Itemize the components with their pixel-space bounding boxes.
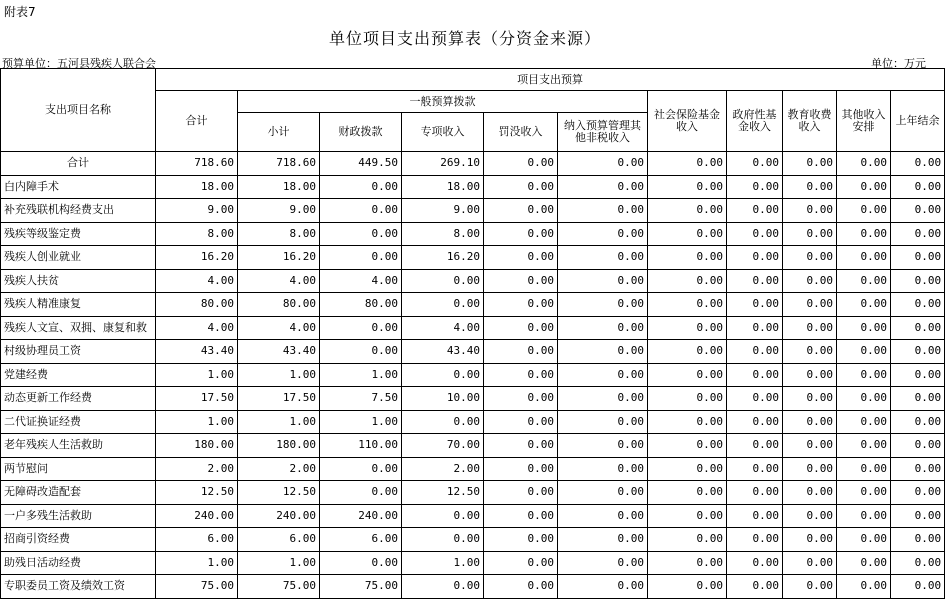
table-row bbox=[1, 363, 945, 387]
header-total: 合计 bbox=[156, 91, 238, 152]
row-item-name: 村级协理员工资 bbox=[1, 340, 156, 364]
row-value-cell: 1.00 bbox=[238, 410, 320, 434]
row-value-cell: 0.00 bbox=[727, 575, 783, 599]
row-value-cell: 0.00 bbox=[783, 575, 837, 599]
row-value-cell: 2.00 bbox=[238, 457, 320, 481]
row-value-cell: 0.00 bbox=[837, 175, 891, 199]
row-value-cell: 180.00 bbox=[238, 434, 320, 458]
row-value-cell: 0.00 bbox=[891, 152, 945, 176]
row-value-cell: 718.60 bbox=[156, 152, 238, 176]
row-value-cell: 17.50 bbox=[156, 387, 238, 411]
row-value-cell: 0.00 bbox=[484, 434, 558, 458]
row-item-name: 残疾等级鉴定费 bbox=[1, 222, 156, 246]
header-gov-fund: 政府性基金收入 bbox=[727, 91, 783, 152]
header-fiscal: 财政拨款 bbox=[320, 113, 402, 152]
row-value-cell: 0.00 bbox=[783, 457, 837, 481]
row-value-cell: 6.00 bbox=[156, 528, 238, 552]
row-value-cell: 75.00 bbox=[320, 575, 402, 599]
row-value-cell: 0.00 bbox=[891, 575, 945, 599]
row-value-cell: 18.00 bbox=[402, 175, 484, 199]
row-value-cell: 0.00 bbox=[484, 222, 558, 246]
row-value-cell: 2.00 bbox=[402, 457, 484, 481]
row-value-cell: 0.00 bbox=[558, 575, 648, 599]
row-value-cell: 0.00 bbox=[727, 293, 783, 317]
row-value-cell: 0.00 bbox=[891, 269, 945, 293]
row-value-cell: 70.00 bbox=[402, 434, 484, 458]
row-value-cell: 0.00 bbox=[558, 528, 648, 552]
row-value-cell: 0.00 bbox=[558, 269, 648, 293]
row-value-cell: 0.00 bbox=[783, 152, 837, 176]
row-item-name: 白内障手术 bbox=[1, 175, 156, 199]
row-value-cell: 0.00 bbox=[837, 199, 891, 223]
row-value-cell: 0.00 bbox=[891, 528, 945, 552]
row-value-cell: 0.00 bbox=[648, 575, 727, 599]
row-value-cell: 17.50 bbox=[238, 387, 320, 411]
row-value-cell: 80.00 bbox=[320, 293, 402, 317]
row-value-cell: 0.00 bbox=[891, 293, 945, 317]
row-value-cell: 0.00 bbox=[727, 504, 783, 528]
table-row bbox=[1, 504, 945, 528]
row-value-cell: 1.00 bbox=[320, 363, 402, 387]
row-value-cell: 0.00 bbox=[891, 316, 945, 340]
row-value-cell: 0.00 bbox=[648, 363, 727, 387]
budget-unit-label: 预算单位：五河县残疾人联合会 bbox=[2, 57, 156, 70]
row-value-cell: 0.00 bbox=[648, 269, 727, 293]
row-value-cell: 0.00 bbox=[320, 222, 402, 246]
row-value-cell: 7.50 bbox=[320, 387, 402, 411]
row-value-cell: 80.00 bbox=[238, 293, 320, 317]
row-value-cell: 0.00 bbox=[558, 434, 648, 458]
row-value-cell: 1.00 bbox=[320, 410, 402, 434]
row-value-cell: 0.00 bbox=[648, 457, 727, 481]
row-value-cell: 0.00 bbox=[891, 504, 945, 528]
row-value-cell: 0.00 bbox=[402, 504, 484, 528]
row-item-name: 残疾人扶贫 bbox=[1, 269, 156, 293]
row-value-cell: 0.00 bbox=[558, 246, 648, 270]
header-last-year: 上年结余 bbox=[891, 91, 945, 152]
table-row bbox=[1, 528, 945, 552]
row-item-name: 党建经费 bbox=[1, 363, 156, 387]
budget-table bbox=[0, 68, 945, 599]
row-value-cell: 0.00 bbox=[837, 575, 891, 599]
row-value-cell: 75.00 bbox=[156, 575, 238, 599]
row-value-cell: 1.00 bbox=[156, 551, 238, 575]
row-value-cell: 0.00 bbox=[727, 551, 783, 575]
table-row bbox=[1, 222, 945, 246]
table-row bbox=[1, 316, 945, 340]
row-value-cell: 0.00 bbox=[648, 152, 727, 176]
row-value-cell: 0.00 bbox=[727, 340, 783, 364]
table-row bbox=[1, 293, 945, 317]
row-value-cell: 0.00 bbox=[727, 222, 783, 246]
row-value-cell: 0.00 bbox=[484, 504, 558, 528]
appendix-label: 附表7 bbox=[4, 5, 36, 19]
row-value-cell: 240.00 bbox=[320, 504, 402, 528]
row-value-cell: 0.00 bbox=[558, 410, 648, 434]
row-value-cell: 0.00 bbox=[837, 551, 891, 575]
row-value-cell: 43.40 bbox=[402, 340, 484, 364]
row-value-cell: 0.00 bbox=[648, 504, 727, 528]
row-value-cell: 0.00 bbox=[837, 293, 891, 317]
row-value-cell: 180.00 bbox=[156, 434, 238, 458]
row-value-cell: 4.00 bbox=[156, 316, 238, 340]
row-value-cell: 0.00 bbox=[783, 387, 837, 411]
row-value-cell: 0.00 bbox=[484, 175, 558, 199]
row-value-cell: 0.00 bbox=[783, 481, 837, 505]
table-row bbox=[1, 387, 945, 411]
row-value-cell: 0.00 bbox=[891, 340, 945, 364]
row-value-cell: 0.00 bbox=[891, 246, 945, 270]
row-value-cell: 0.00 bbox=[558, 199, 648, 223]
row-value-cell: 0.00 bbox=[727, 363, 783, 387]
row-value-cell: 0.00 bbox=[783, 269, 837, 293]
row-item-name: 无障碍改造配套 bbox=[1, 481, 156, 505]
row-value-cell: 0.00 bbox=[727, 152, 783, 176]
row-value-cell: 0.00 bbox=[783, 246, 837, 270]
row-value-cell: 0.00 bbox=[727, 457, 783, 481]
row-value-cell: 4.00 bbox=[402, 316, 484, 340]
row-value-cell: 0.00 bbox=[648, 387, 727, 411]
table-row bbox=[1, 410, 945, 434]
row-value-cell: 110.00 bbox=[320, 434, 402, 458]
page-title: 单位项目支出预算表（分资金来源） bbox=[328, 29, 601, 48]
header-name: 支出项目名称 bbox=[1, 69, 156, 152]
row-value-cell: 0.00 bbox=[648, 410, 727, 434]
row-value-cell: 0.00 bbox=[484, 551, 558, 575]
row-value-cell: 0.00 bbox=[783, 363, 837, 387]
table-row bbox=[1, 199, 945, 223]
row-value-cell: 16.20 bbox=[402, 246, 484, 270]
row-value-cell: 80.00 bbox=[156, 293, 238, 317]
row-value-cell: 0.00 bbox=[402, 363, 484, 387]
row-value-cell: 0.00 bbox=[648, 175, 727, 199]
row-value-cell: 0.00 bbox=[891, 199, 945, 223]
header-social-insurance: 社会保险基金收入 bbox=[648, 91, 727, 152]
row-value-cell: 0.00 bbox=[837, 246, 891, 270]
row-value-cell: 0.00 bbox=[648, 340, 727, 364]
table-row bbox=[1, 175, 945, 199]
row-value-cell: 0.00 bbox=[783, 410, 837, 434]
row-value-cell: 0.00 bbox=[783, 340, 837, 364]
header-subtotal: 小计 bbox=[238, 113, 320, 152]
table-row bbox=[1, 481, 945, 505]
row-value-cell: 10.00 bbox=[402, 387, 484, 411]
row-value-cell: 0.00 bbox=[484, 481, 558, 505]
row-value-cell: 0.00 bbox=[558, 316, 648, 340]
header-general-budget: 一般预算拨款 bbox=[238, 91, 648, 113]
row-value-cell: 16.20 bbox=[156, 246, 238, 270]
row-value-cell: 0.00 bbox=[648, 481, 727, 505]
row-value-cell: 0.00 bbox=[320, 340, 402, 364]
row-value-cell: 0.00 bbox=[402, 410, 484, 434]
row-value-cell: 0.00 bbox=[484, 575, 558, 599]
row-value-cell: 0.00 bbox=[727, 481, 783, 505]
row-value-cell: 0.00 bbox=[783, 504, 837, 528]
row-value-cell: 2.00 bbox=[156, 457, 238, 481]
total-row bbox=[1, 152, 945, 176]
table-row bbox=[1, 551, 945, 575]
row-value-cell: 0.00 bbox=[648, 528, 727, 552]
row-value-cell: 6.00 bbox=[320, 528, 402, 552]
currency-unit-label: 单位：万元 bbox=[871, 57, 926, 70]
row-item-name: 合计 bbox=[1, 152, 156, 176]
row-value-cell: 0.00 bbox=[891, 434, 945, 458]
row-value-cell: 0.00 bbox=[648, 316, 727, 340]
row-value-cell: 0.00 bbox=[891, 481, 945, 505]
row-value-cell: 9.00 bbox=[402, 199, 484, 223]
row-value-cell: 43.40 bbox=[156, 340, 238, 364]
row-value-cell: 0.00 bbox=[484, 316, 558, 340]
row-value-cell: 0.00 bbox=[558, 340, 648, 364]
row-value-cell: 0.00 bbox=[837, 222, 891, 246]
row-value-cell: 0.00 bbox=[558, 175, 648, 199]
row-value-cell: 0.00 bbox=[648, 222, 727, 246]
row-value-cell: 0.00 bbox=[783, 222, 837, 246]
row-item-name: 残疾人文宣、双拥、康复和救 bbox=[1, 316, 156, 340]
row-value-cell: 0.00 bbox=[558, 504, 648, 528]
row-value-cell: 0.00 bbox=[783, 293, 837, 317]
row-value-cell: 0.00 bbox=[484, 246, 558, 270]
row-value-cell: 0.00 bbox=[484, 269, 558, 293]
row-value-cell: 0.00 bbox=[891, 175, 945, 199]
row-value-cell: 4.00 bbox=[238, 269, 320, 293]
row-value-cell: 0.00 bbox=[727, 175, 783, 199]
row-item-name: 二代证换证经费 bbox=[1, 410, 156, 434]
row-value-cell: 0.00 bbox=[648, 199, 727, 223]
row-value-cell: 0.00 bbox=[484, 410, 558, 434]
row-value-cell: 0.00 bbox=[727, 269, 783, 293]
row-value-cell: 8.00 bbox=[156, 222, 238, 246]
row-value-cell: 0.00 bbox=[484, 152, 558, 176]
row-item-name: 残疾人精准康复 bbox=[1, 293, 156, 317]
row-value-cell: 0.00 bbox=[558, 293, 648, 317]
row-value-cell: 0.00 bbox=[727, 434, 783, 458]
header-other-nontax: 纳入预算管理其他非税收入 bbox=[558, 113, 648, 152]
row-value-cell: 0.00 bbox=[402, 528, 484, 552]
header-project-budget: 项目支出预算 bbox=[156, 69, 945, 91]
row-value-cell: 0.00 bbox=[648, 434, 727, 458]
row-item-name: 招商引资经费 bbox=[1, 528, 156, 552]
row-value-cell: 0.00 bbox=[891, 387, 945, 411]
table-row bbox=[1, 340, 945, 364]
row-value-cell: 9.00 bbox=[156, 199, 238, 223]
row-value-cell: 0.00 bbox=[837, 387, 891, 411]
table-row bbox=[1, 457, 945, 481]
row-value-cell: 0.00 bbox=[891, 363, 945, 387]
row-value-cell: 0.00 bbox=[484, 199, 558, 223]
row-item-name: 两节慰问 bbox=[1, 457, 156, 481]
row-value-cell: 4.00 bbox=[320, 269, 402, 293]
row-item-name: 残疾人创业就业 bbox=[1, 246, 156, 270]
row-value-cell: 0.00 bbox=[320, 551, 402, 575]
row-value-cell: 0.00 bbox=[320, 199, 402, 223]
row-value-cell: 0.00 bbox=[320, 246, 402, 270]
row-value-cell: 0.00 bbox=[648, 246, 727, 270]
table-row bbox=[1, 575, 945, 599]
row-value-cell: 8.00 bbox=[402, 222, 484, 246]
row-value-cell: 0.00 bbox=[783, 316, 837, 340]
row-value-cell: 0.00 bbox=[484, 528, 558, 552]
row-value-cell: 0.00 bbox=[484, 340, 558, 364]
row-value-cell: 0.00 bbox=[783, 434, 837, 458]
row-value-cell: 0.00 bbox=[320, 175, 402, 199]
row-value-cell: 8.00 bbox=[238, 222, 320, 246]
row-value-cell: 4.00 bbox=[238, 316, 320, 340]
row-value-cell: 4.00 bbox=[156, 269, 238, 293]
row-value-cell: 0.00 bbox=[837, 457, 891, 481]
row-item-name: 专职委员工资及绩效工资 bbox=[1, 575, 156, 599]
row-value-cell: 1.00 bbox=[402, 551, 484, 575]
row-value-cell: 18.00 bbox=[238, 175, 320, 199]
table-row bbox=[1, 434, 945, 458]
row-value-cell: 0.00 bbox=[727, 199, 783, 223]
row-value-cell: 0.00 bbox=[402, 269, 484, 293]
row-value-cell: 0.00 bbox=[837, 410, 891, 434]
row-value-cell: 43.40 bbox=[238, 340, 320, 364]
row-value-cell: 0.00 bbox=[837, 363, 891, 387]
row-value-cell: 0.00 bbox=[320, 316, 402, 340]
table-row bbox=[1, 246, 945, 270]
row-value-cell: 0.00 bbox=[837, 528, 891, 552]
row-value-cell: 0.00 bbox=[727, 246, 783, 270]
row-value-cell: 0.00 bbox=[558, 481, 648, 505]
row-value-cell: 0.00 bbox=[891, 551, 945, 575]
header-special: 专项收入 bbox=[402, 113, 484, 152]
table-row bbox=[1, 269, 945, 293]
row-value-cell: 0.00 bbox=[484, 363, 558, 387]
row-value-cell: 0.00 bbox=[837, 434, 891, 458]
row-value-cell: 0.00 bbox=[402, 293, 484, 317]
row-value-cell: 718.60 bbox=[238, 152, 320, 176]
row-value-cell: 75.00 bbox=[238, 575, 320, 599]
row-value-cell: 16.20 bbox=[238, 246, 320, 270]
row-value-cell: 12.50 bbox=[402, 481, 484, 505]
row-value-cell: 0.00 bbox=[783, 175, 837, 199]
row-value-cell: 0.00 bbox=[837, 504, 891, 528]
row-value-cell: 0.00 bbox=[837, 152, 891, 176]
row-value-cell: 0.00 bbox=[783, 199, 837, 223]
row-value-cell: 0.00 bbox=[402, 575, 484, 599]
row-item-name: 一户多残生活救助 bbox=[1, 504, 156, 528]
row-value-cell: 6.00 bbox=[238, 528, 320, 552]
row-value-cell: 0.00 bbox=[891, 410, 945, 434]
row-value-cell: 269.10 bbox=[402, 152, 484, 176]
row-value-cell: 0.00 bbox=[558, 387, 648, 411]
row-value-cell: 0.00 bbox=[320, 481, 402, 505]
row-value-cell: 449.50 bbox=[320, 152, 402, 176]
row-value-cell: 240.00 bbox=[238, 504, 320, 528]
row-value-cell: 0.00 bbox=[558, 363, 648, 387]
header-fines: 罚没收入 bbox=[484, 113, 558, 152]
row-value-cell: 0.00 bbox=[558, 222, 648, 246]
row-value-cell: 1.00 bbox=[238, 363, 320, 387]
row-value-cell: 0.00 bbox=[558, 551, 648, 575]
row-value-cell: 0.00 bbox=[891, 457, 945, 481]
row-value-cell: 0.00 bbox=[727, 316, 783, 340]
row-item-name: 补充残联机构经费支出 bbox=[1, 199, 156, 223]
row-value-cell: 0.00 bbox=[558, 457, 648, 481]
row-value-cell: 0.00 bbox=[648, 551, 727, 575]
row-value-cell: 1.00 bbox=[238, 551, 320, 575]
row-item-name: 老年残疾人生活救助 bbox=[1, 434, 156, 458]
row-value-cell: 1.00 bbox=[156, 410, 238, 434]
row-value-cell: 0.00 bbox=[727, 528, 783, 552]
row-value-cell: 0.00 bbox=[484, 387, 558, 411]
row-value-cell: 0.00 bbox=[484, 457, 558, 481]
row-value-cell: 0.00 bbox=[648, 293, 727, 317]
row-value-cell: 12.50 bbox=[238, 481, 320, 505]
row-value-cell: 0.00 bbox=[837, 316, 891, 340]
row-value-cell: 0.00 bbox=[891, 222, 945, 246]
row-value-cell: 0.00 bbox=[783, 551, 837, 575]
row-value-cell: 12.50 bbox=[156, 481, 238, 505]
row-value-cell: 9.00 bbox=[238, 199, 320, 223]
header-edu-fee: 教育收费收入 bbox=[783, 91, 837, 152]
header-other-income: 其他收入安排 bbox=[837, 91, 891, 152]
row-value-cell: 0.00 bbox=[727, 387, 783, 411]
row-value-cell: 0.00 bbox=[727, 410, 783, 434]
row-value-cell: 0.00 bbox=[783, 528, 837, 552]
row-value-cell: 1.00 bbox=[156, 363, 238, 387]
row-value-cell: 0.00 bbox=[484, 293, 558, 317]
row-value-cell: 0.00 bbox=[837, 481, 891, 505]
row-item-name: 动态更新工作经费 bbox=[1, 387, 156, 411]
row-value-cell: 0.00 bbox=[837, 340, 891, 364]
table-body bbox=[1, 152, 945, 599]
row-value-cell: 18.00 bbox=[156, 175, 238, 199]
row-value-cell: 0.00 bbox=[320, 457, 402, 481]
row-value-cell: 240.00 bbox=[156, 504, 238, 528]
row-value-cell: 0.00 bbox=[558, 152, 648, 176]
row-item-name: 助残日活动经费 bbox=[1, 551, 156, 575]
row-value-cell: 0.00 bbox=[837, 269, 891, 293]
